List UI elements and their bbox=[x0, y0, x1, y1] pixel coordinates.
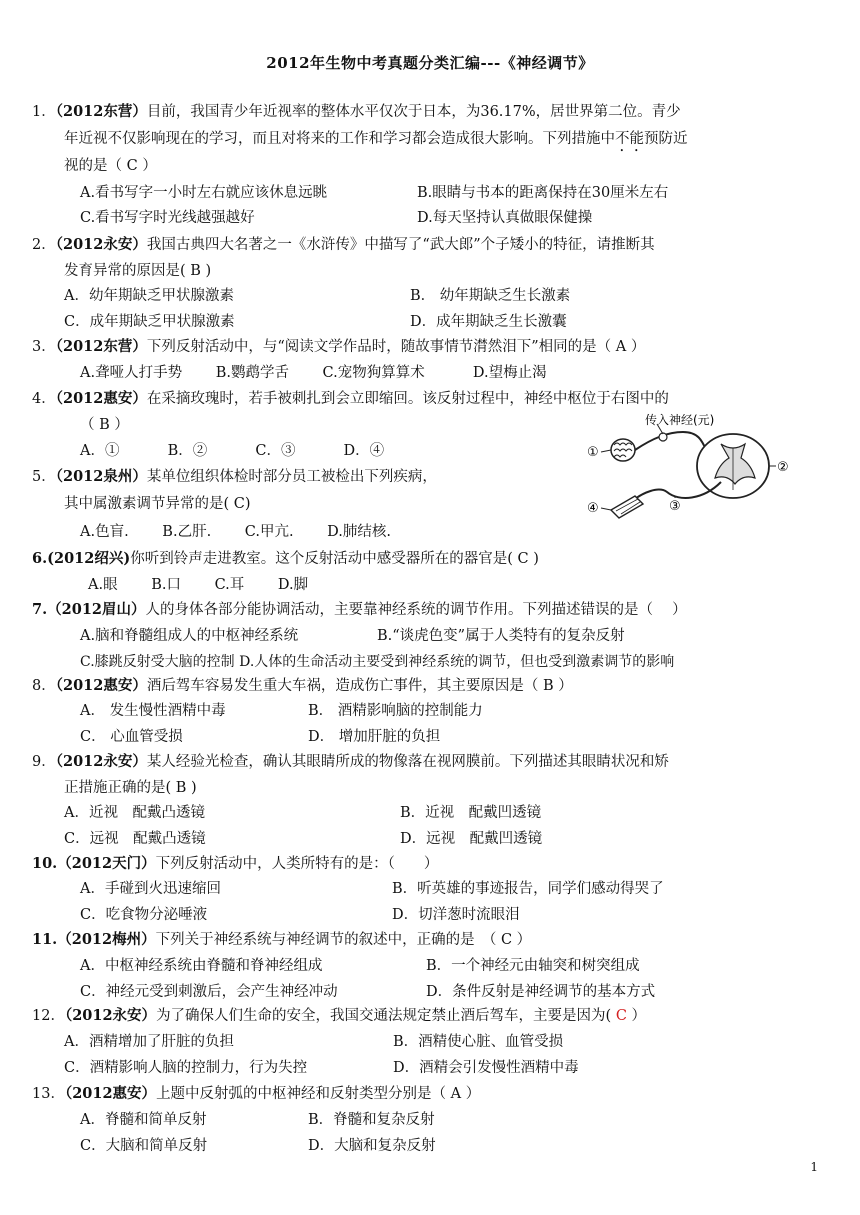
option-cd: C.膝跳反射受大脑的控制 D.人体的生命活动主要受到神经系统的调节，但也受到激素调节的影响 bbox=[80, 654, 675, 670]
question-6-line-1: 6.(2012绍兴)你听到铃声走进教室。这个反射活动中感受器所在的器官是( C ) bbox=[32, 550, 539, 567]
effector-muscle-icon bbox=[611, 496, 643, 518]
question-2-line-2: 发育异常的原因是( B ) bbox=[64, 263, 212, 279]
question-10-line-1: 10.（2012天门）下列反射活动中，人类所特有的是：（ ） bbox=[32, 855, 439, 872]
marker-1: ① bbox=[587, 445, 599, 460]
options-row: A.聋哑人打手势 B.鹦鹉学舌 C.宠物狗算算术 D.望梅止渴 bbox=[80, 365, 547, 381]
question-5-line-1: 5．（2012泉州）某单位组织体检时部分员工被检出下列疾病， bbox=[32, 468, 437, 485]
option-d: D．远视 配戴凹透镜 bbox=[400, 831, 543, 847]
option-c: C．酒精影响人脑的控制力，行为失控 bbox=[64, 1060, 308, 1076]
answer: B bbox=[99, 417, 110, 433]
option-d: D．切洋葱时流眼泪 bbox=[392, 907, 520, 923]
option-d: D．条件反射是神经调节的基本方式 bbox=[426, 984, 656, 1000]
question-source: （2012眉山） bbox=[47, 601, 146, 618]
answer: B bbox=[175, 780, 187, 796]
figure-label: 传入神经(元) bbox=[645, 413, 715, 427]
option-a: A．中枢神经系统由脊髓和脊神经组成 bbox=[80, 958, 323, 974]
question-7-line-1: 7.（2012眉山）人的身体各部分能协调活动，主要靠神经系统的调节作用。下列描述错误的是（ ） bbox=[32, 601, 687, 618]
question-source: （2012永安） bbox=[64, 1007, 157, 1024]
answer: C bbox=[615, 1008, 627, 1024]
marker-4: ④ bbox=[587, 501, 599, 516]
question-source: （2012天门） bbox=[57, 855, 156, 872]
question-source: （2012惠安） bbox=[55, 390, 147, 407]
question-11-line-1: 11.（2012梅州）下列关于神经系统与神经调节的叙述中，正确的是 （ C ） bbox=[32, 931, 532, 948]
question-9-line-2: 正措施正确的是( B ) bbox=[64, 780, 197, 796]
marker-2: ② bbox=[777, 460, 789, 475]
option-d: D． 增加肝脏的负担 bbox=[308, 729, 441, 745]
question-source: （2012梅州） bbox=[57, 931, 156, 948]
option-a: A.脑和脊髓组成人的中枢神经系统 bbox=[80, 628, 299, 644]
option-a: A．幼年期缺乏甲状腺激素 bbox=[64, 288, 234, 304]
option-b: B． 酒精影响脑的控制能力 bbox=[308, 703, 483, 719]
options-row: A．① B．② C．③ D．④ bbox=[80, 443, 385, 459]
question-1-line-1: 1．（2012东营）目前，我国青少年近视率的整体水平仅次于日本，为36.17%，居世界第二位。青少 bbox=[32, 103, 681, 120]
page-title: 2012年生物中考真题分类汇编---《神经调节》 bbox=[266, 54, 594, 72]
option-a: A．手碰到火迅速缩回 bbox=[80, 881, 221, 897]
option-a: A．酒精增加了肝脏的负担 bbox=[64, 1034, 234, 1050]
answer: B bbox=[190, 263, 201, 279]
spinal-cord-icon bbox=[697, 434, 769, 498]
option-a: A.看书写字一小时左右就应该休息远眺 bbox=[80, 185, 328, 201]
option-d: D．酒精会引发慢性酒精中毒 bbox=[393, 1060, 579, 1076]
option-d: D．大脑和复杂反射 bbox=[308, 1138, 436, 1154]
question-source: （2012永安） bbox=[55, 236, 147, 253]
option-a: A． 发生慢性酒精中毒 bbox=[80, 703, 226, 719]
option-b: B． 幼年期缺乏生长激素 bbox=[410, 288, 571, 304]
question-source: (2012绍兴) bbox=[47, 550, 131, 567]
question-1-line-2: 年近视不仅影响现在的学习，而且对将来的工作和学习都会造成很大影响。下列措施中不能预防近 bbox=[64, 131, 688, 147]
question-5-line-2: 其中属激素调节异常的是( C) bbox=[64, 496, 251, 512]
answer: C bbox=[517, 551, 529, 567]
option-a: A．脊髓和简单反射 bbox=[80, 1112, 207, 1128]
question-1-line-3: 视的是（ C ） bbox=[64, 158, 157, 174]
option-c: C．吃食物分泌唾液 bbox=[80, 907, 208, 923]
answer: C bbox=[500, 932, 513, 948]
receptor-icon bbox=[611, 439, 635, 461]
options-row: A.眼 B.口 C.耳 D.脚 bbox=[88, 577, 309, 593]
option-b: B．酒精使心脏、血管受损 bbox=[393, 1034, 564, 1050]
answer: C bbox=[126, 158, 138, 174]
option-d: D.每天坚持认真做眼保健操 bbox=[417, 210, 593, 226]
option-b: B.“谈虎色变”属于人类特有的复杂反射 bbox=[377, 628, 625, 644]
option-d: D．成年期缺乏生长激囊 bbox=[410, 314, 567, 330]
question-source: （2012泉州） bbox=[55, 468, 147, 485]
option-c: C．大脑和简单反射 bbox=[80, 1138, 208, 1154]
option-b: B.眼睛与书本的距离保持在30厘米左右 bbox=[417, 185, 669, 201]
option-c: C． 心血管受损 bbox=[80, 729, 183, 745]
option-b: B．听英雄的事迹报告，同学们感动得哭了 bbox=[392, 881, 664, 897]
option-b: B．一个神经元由轴突和树突组成 bbox=[426, 958, 640, 974]
option-b: B．近视 配戴凹透镜 bbox=[400, 805, 542, 821]
marker-3: ③ bbox=[669, 499, 681, 514]
question-4-line-2: （ B ） bbox=[80, 417, 129, 433]
question-4-line-1: 4．（2012惠安）在采摘玫瑰时，若手被刺扎到会立即缩回。该反射过程中，神经中枢位于右图中的 bbox=[32, 390, 669, 407]
option-c: C．成年期缺乏甲状腺激素 bbox=[64, 314, 235, 330]
option-c: C.看书写字时光线越强越好 bbox=[80, 210, 255, 226]
answer: A bbox=[615, 339, 627, 355]
question-source: （2012惠安） bbox=[64, 1085, 157, 1102]
question-9-line-1: 9．（2012永安）某人经验光检查，确认其眼睛所成的物像落在视网膜前。下列描述其眼睛状况和矫 bbox=[32, 753, 669, 770]
question-source: （2012惠安） bbox=[55, 677, 147, 694]
question-13-line-1: 13．（2012惠安）上题中反射弧的中枢神经和反射类型分别是（ A ） bbox=[32, 1085, 481, 1102]
options-row: A.色盲. B.乙肝. C.甲亢. D.肺结核. bbox=[80, 524, 392, 540]
option-a: A．近视 配戴凸透镜 bbox=[64, 805, 205, 821]
question-source: （2012东营） bbox=[55, 338, 147, 355]
question-3-line-1: 3．（2012东营）下列反射活动中，与“阅读文学作品时，随故事情节潸然泪下”相同的是（ A ） bbox=[32, 338, 646, 355]
option-b: B．脊髓和复杂反射 bbox=[308, 1112, 435, 1128]
reflex-arc-diagram bbox=[583, 410, 803, 522]
answer: C bbox=[233, 496, 245, 512]
question-8-line-1: 8．（2012惠安）酒后驾车容易发生重大车祸，造成伤亡事件，其主要原因是（ B ） bbox=[32, 677, 573, 694]
emphasis-text: 不能 bbox=[615, 131, 644, 147]
option-c: C．远视 配戴凸透镜 bbox=[64, 831, 206, 847]
option-c: C．神经元受到刺激后，会产生神经冲动 bbox=[80, 984, 338, 1000]
question-source: （2012永安） bbox=[55, 753, 147, 770]
question-2-line-1: 2．（2012永安）我国古典四大名著之一《水浒传》中描写了“武大郎”个子矮小的特征，请推断其 bbox=[32, 236, 655, 253]
page-number: 1 bbox=[810, 1160, 818, 1174]
question-12-line-1: 12．（2012永安）为了确保人们生命的安全，我国交通法规定禁止酒后驾车，主要是因为( C ） bbox=[32, 1007, 647, 1024]
answer: B bbox=[542, 678, 554, 694]
answer: A bbox=[450, 1086, 462, 1102]
question-source: （2012东营） bbox=[55, 103, 147, 120]
